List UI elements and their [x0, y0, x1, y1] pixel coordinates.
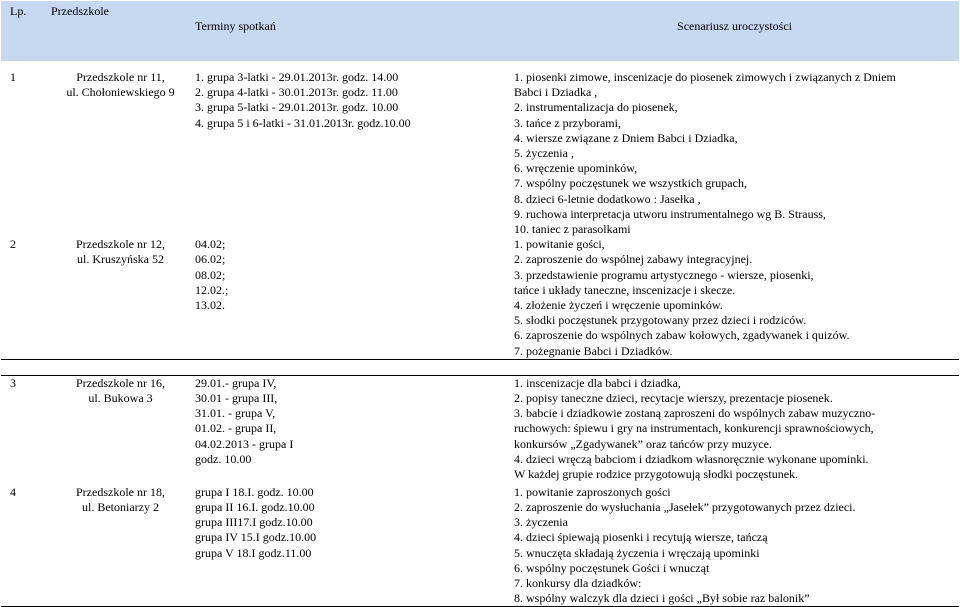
- table-row: [1, 237, 959, 359]
- table-row: [1, 485, 959, 607]
- row-lp: 2: [1, 237, 47, 359]
- row-lp: 4: [1, 485, 47, 607]
- row-scenario: 1. powitanie zaproszonych gości 2. zaproszenie do wysłuchania „Jasełek” przygotowanych przez dzieci. 3. życzenia 4. dzieci śpiewają piosenki i recytują wiersze, tańczą 5. wnuczęta składają życzenia i wręczają upominki 6. wspólny poczęstunek Gości i wnucząt 7. konkursy dla dziadków: 8. wspólny walczyk dla dzieci i gości „Był sobie raz balonik”: [510, 485, 959, 607]
- header-lp: Lp.: [1, 1, 47, 61]
- table-row: [1, 70, 959, 237]
- row-kindergarten: Przedszkole nr 11, ul. Chołoniewskiego 9: [66, 70, 175, 100]
- row-terms: grupa I 18.I. godz. 10.00 grupa II 16.I. godz.10.00 grupa III17.I godz.10.00 grupa IV 15.I godz.10.00 grupa V 18.I godz.11.00: [190, 485, 510, 607]
- row-lp: 3: [10, 375, 16, 390]
- header-row: [1, 1, 959, 61]
- schedule-table: [1, 1, 959, 607]
- header-terminy: Terminy spotkań: [190, 1, 510, 61]
- row-scenario: 1. piosenki zimowe, inscenizacje do piosenek zimowych i związanych z Dniem Babci i Dziadka , 2. instrumentalizacja do piosenek, 3. tańce z przyborami, 4. wiersze związane z Dniem Babci i Dziadka, 5. życzenia , 6. wręczenie upominków, 7. wspólny poczęstunek we wszystkich grupach, 8. dzieci 6-letnie dodatkowo : Jasełka , 9. ruchowa interpretacja utworu instrumentalnego wg B. Strauss, 10. taniec z parasolkami: [514, 70, 896, 237]
- row-kindergarten: Przedszkole nr 16, ul. Bukowa 3: [76, 375, 165, 406]
- row-lp: 1: [10, 70, 16, 84]
- row-scenario: 1. powitanie gości, 2. zaproszenie do wspólnej zabawy integracyjnej. 3. przedstawienie programu artystycznego - wiersze, piosenki, tańce i układy taneczne, inscenizacje i skecze. 4. złożenie życzeń i wręczenie upominków. 5. słodki poczęstunek przygotowany przez dzieci i rodziców. 6. zaproszenie do wspólnych zabaw kołowych, zgadywanek i quizów. 7. pożegnanie Babci i Dziadków.: [510, 237, 959, 359]
- row-terms: 04.02; 06.02; 08.02; 12.02.; 13.02.: [190, 237, 510, 359]
- table-row: [1, 375, 959, 485]
- row-kindergarten: Przedszkole nr 18, ul. Betoniarzy 2: [47, 485, 190, 607]
- row-scenario: 1. inscenizacje dla babci i dziadka, 2. popisy taneczne dzieci, recytacje wierszy, prezentacje piosenek. 3. babcie i dziadkowie zostaną zaproszeni do wspólnych zabaw muzyczno- ruchowych: śpiewu i gry na instrumentach, konkurencji sprawnościowych, konkursów „Zgadywanek” oraz tańców przy muzyce. 4. dzieci wręczą babciom i dziadkom własnoręcznie wykonane upominki. W każdej grupie rodzice przygotowują słodki poczęstunek.: [514, 375, 876, 482]
- header-scenariusz: Scenariusz uroczystości: [510, 1, 959, 61]
- row-terms: 29.01.- grupa IV, 30.01 - grupa III, 31.01. - grupa V, 01.02. - grupa II, 04.02.2013 - grupa I godz. 10.00: [195, 375, 294, 466]
- row-kindergarten: Przedszkole nr 12, ul. Kruszyńska 52: [47, 237, 190, 359]
- row-terms: 1. grupa 3-latki - 29.01.2013r. godz. 14.00 2. grupa 4-latki - 30.01.2013r. godz. 11.00 3. grupa 5-latki - 29.01.2013r. godz. 10.00 4. grupa 5 i 6-latki - 31.01.2013r. godz.10.00: [195, 70, 411, 130]
- header-przedszkole: Przedszkole: [47, 1, 190, 61]
